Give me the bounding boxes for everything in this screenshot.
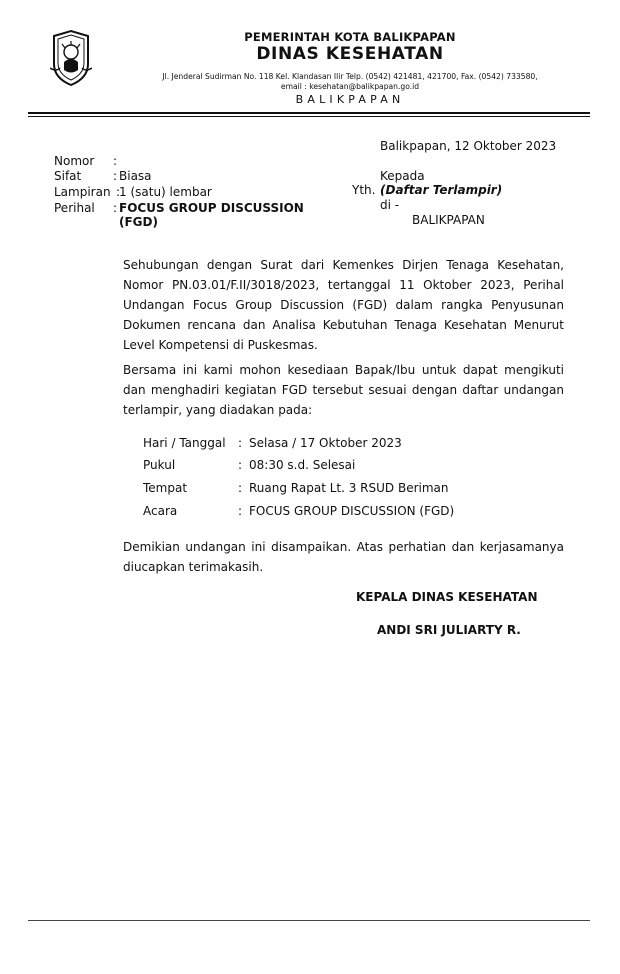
recipient-city: BALIKPAPAN	[412, 213, 485, 227]
recipient-kepada: Kepada	[380, 169, 425, 183]
detail-value-time: 08:30 s.d. Selesai	[249, 458, 356, 472]
meta-label-sifat: Sifat	[54, 169, 82, 183]
body-paragraph-1: Sehubungan dengan Surat dari Kemenkes Dirjen Tenaga Kesehatan, Nomor PN.03.01/F.II/3018/2023, tertanggal 11 Oktober 2023, Perihal Undangan Focus Group Discussion (FGD) dalam rangka Penyusunan Dokumen rencana dan Analisa Kebutuhan Tenaga Kesehatan Menurut Level Kompetensi di Puskesmas.	[123, 258, 564, 352]
meta-value-perihal: FOCUS GROUP DISCUSSION	[119, 201, 304, 215]
department-name: DINAS KESEHATAN	[256, 44, 444, 64]
detail-label-event: Acara	[143, 504, 178, 518]
meta-label-lampiran: Lampiran	[54, 185, 111, 199]
letter-date: Balikpapan, 12 Oktober 2023	[380, 139, 557, 153]
footer-rule	[28, 920, 590, 921]
detail-label-time: Pukul	[143, 458, 176, 472]
header-rule-thick	[28, 112, 590, 114]
detail-colon: :	[238, 436, 243, 450]
letterhead-city: BALIKPAPAN	[295, 93, 405, 106]
meta-value-lampiran: 1 (satu) lembar	[119, 185, 212, 199]
meta-colon: :	[113, 154, 118, 168]
government-name: PEMERINTAH KOTA BALIKPAPAN	[244, 30, 456, 44]
address-line: Jl. Jenderal Sudirman No. 118 Kel. Klandasan Ilir Telp. (0542) 421481, 421700, Fax. (0542) 733580,	[162, 72, 538, 81]
body-paragraph-3: Demikian undangan ini disampaikan. Atas perhatian dan kerjasamanya diucapkan terimakasih.	[123, 540, 564, 574]
meta-colon: :	[113, 169, 118, 183]
detail-colon: :	[238, 504, 243, 518]
meta-value-sifat: Biasa	[119, 169, 152, 183]
meta-value-perihal-cont: (FGD)	[119, 215, 158, 229]
header-rule-thin	[28, 116, 590, 117]
recipient-yth: Yth.	[352, 183, 376, 197]
meta-colon: :	[113, 201, 118, 215]
body-paragraph-2: Bersama ini kami mohon kesediaan Bapak/Ibu untuk dapat mengikuti dan menghadiri kegiatan FGD tersebut sesuai dengan daftar undangan terlampir, yang diadakan pada:	[123, 363, 564, 417]
email-line: email : kesehatan@balikpapan.go.id	[280, 82, 420, 91]
detail-colon: :	[238, 458, 243, 472]
detail-label-place: Tempat	[143, 481, 188, 495]
signatory-name: ANDI SRI JULIARTY R.	[377, 623, 521, 637]
recipient-di: di -	[380, 198, 400, 212]
recipient-name: (Daftar Terlampir)	[380, 183, 503, 197]
detail-value-day: Selasa / 17 Oktober 2023	[249, 436, 402, 450]
meta-colon: :	[116, 185, 121, 199]
signatory-title: KEPALA DINAS KESEHATAN	[356, 590, 538, 604]
meta-label-nomor: Nomor	[54, 154, 95, 168]
detail-value-event: FOCUS GROUP DISCUSSION (FGD)	[249, 504, 455, 518]
city-emblem-icon	[50, 28, 92, 88]
detail-value-place: Ruang Rapat Lt. 3 RSUD Beriman	[249, 481, 449, 495]
meta-label-perihal: Perihal	[54, 201, 95, 215]
detail-label-day: Hari / Tanggal	[143, 436, 226, 450]
detail-colon: :	[238, 481, 243, 495]
